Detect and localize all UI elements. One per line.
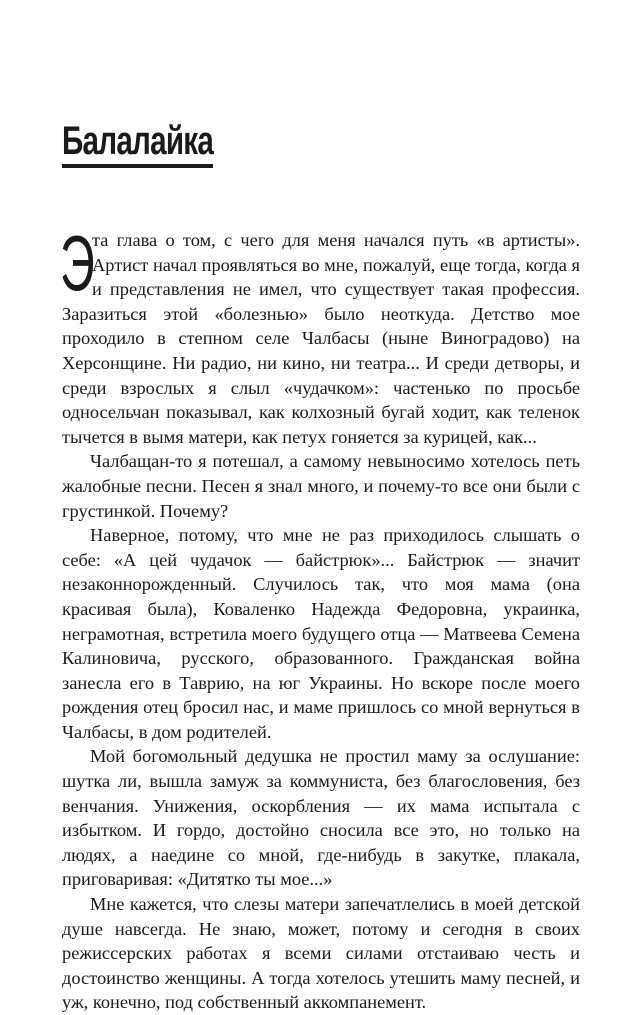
paragraph-5: Мне кажется, что слезы матери запечатлелись в моей детской душе навсегда. Не знаю, может, потому и сегодня в своих режиссерских работах я всеми силами отстаиваю честь и достоинство женщины. А тогда хотелось утешить маму песней, и уж, конечно, под собственный аккомпанемент. [62, 894, 580, 1013]
drop-cap: Э [60, 219, 95, 307]
paragraph-1-text: та глава о том, с чего для меня начался путь «в артисты». Артист начал проявляться во мне, пожалуй, еще тогда, когда я и представления не имел, что существует такая профессия. Заразиться этой «болезнью» было неоткуда. Детство мое проходило в степном селе Чалбасы (ныне Виноградово) на Херсонщине. Ни радио, ни кино, ни театра... И среди детворы, и среди взрослых я слыл «чудачком»: частенько по просьбе односельчан показывал, как колхозный бугай ходит, как теленок тычется в вымя матери, как петух гоняется за курицей, как... [62, 230, 580, 447]
paragraph-2: Чалбащан-то я потешал, а самому невыносимо хотелось петь жалобные песни. Песен я знал много, и почему-то все они были с грустинкой. Почему? [62, 451, 580, 521]
chapter-title: Балалайка [62, 118, 213, 168]
paragraph-4: Мой богомольный дедушка не простил маму за ослушание: шутка ли, вышла замуж за коммуниста, без благословения, без венчания. Унижения, оскорбления — их мама испытала с избытком. И гордо, достойно сносила все это, но только на людях, а наедине со мной, где-нибудь в закутке, плакала, приговаривая: «Дитятко ты мое...» [62, 746, 580, 890]
paragraph-1 [60, 219, 580, 449]
paragraph-3: Наверное, потому, что мне не раз приходилось слышать о себе: «А цей чудачок — байстрюк»... Байстрюк — значит незаконнорожденный. Случилось так, что моя мама (она красивая была), Коваленко Надежда Федоровна, украинка, неграмотная, встретила моего будущего отца — Матвеева Семена Калиновича, русского, образованного. Гражданская война занесла его в Таврию, на юг Украины. Но вскоре после моего рождения отец бросил нас, и маме пришлось со мной вернуться в Чалбасы, в дом родителей. [62, 525, 580, 742]
chapter-body [60, 219, 580, 1015]
